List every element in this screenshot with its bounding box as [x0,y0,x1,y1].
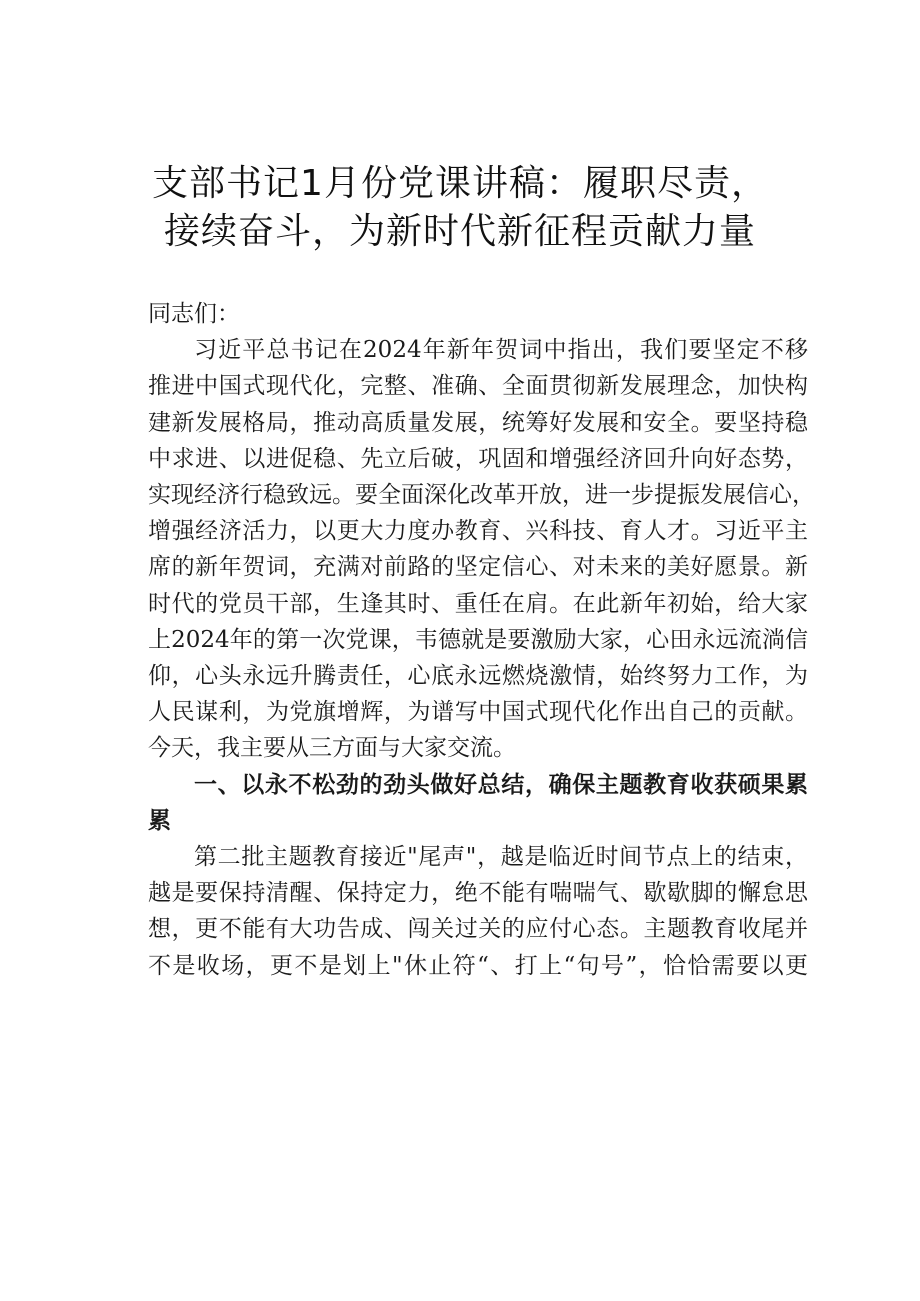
paragraph-line: 人民谋利，为党旗增辉，为谱写中国式现代化作出自己的贡献。 [148,699,808,726]
paragraph-1 [148,332,815,766]
paragraph-line: 第二批主题教育接近"尾声"，越是临近时间节点上的结束， [194,844,808,871]
paragraph-line: 推进中国式现代化，完整、准确、全面贯彻新发展理念，加快构 [148,373,808,400]
paragraph-line: 想，更不能有大功告成、闯关过关的应付心态。主题教育收尾并 [148,916,808,943]
section-heading-1 [148,767,808,839]
title-line-1: 支部书记1月份党课讲稿：履职尽责， [152,163,768,204]
heading-line: 一、以永不松劲的劲头做好总结，确保主题教育收获硕果累 [194,771,808,798]
paragraph-line: 仰，心头永远升腾责任，心底永远燃烧激情，始终努力工作，为 [148,663,808,690]
paragraph-line: 越是要保持清醒、保持定力，绝不能有喘喘气、歇歇脚的懈怠思 [148,880,808,907]
paragraph-line: 建新发展格局，推动高质量发展，统筹好发展和安全。要坚持稳 [148,409,808,436]
paragraph-line: 增强经济活力，以更大力度办教育、兴科技、育人才。习近平主 [148,518,808,545]
salutation: 同志们： [148,301,240,327]
document-body [148,296,815,984]
paragraph-line: 中求进、以进促稳、先立后破，巩固和增强经济回升向好态势， [148,445,808,472]
paragraph-2 [148,839,808,984]
paragraph-line: 上2024年的第一次党课，韦德就是要激励大家，心田永远流淌信 [148,626,808,653]
paragraph-line: 习近平总书记在2024年新年贺词中指出，我们要坚定不移 [194,337,808,364]
paragraph-line: 今天，我主要从三方面与大家交流。 [148,735,516,762]
paragraph-line: 实现经济行稳致远。要全面深化改革开放，进一步提振发展信心， [148,482,815,509]
paragraph-line: 席的新年贺词，充满对前路的坚定信心、对未来的美好愿景。新 [148,554,808,581]
title-line-2: 接续奋斗，为新时代新征程贡献力量 [163,211,756,252]
paragraph-line: 时代的党员干部，生逢其时、重任在肩。在此新年初始，给大家 [148,590,808,617]
paragraph-line: 不是收场，更不是划上"休止符“、打上“句号”，恰恰需要以更 [148,952,808,979]
heading-line: 累 [148,807,171,834]
document-title [100,160,820,256]
